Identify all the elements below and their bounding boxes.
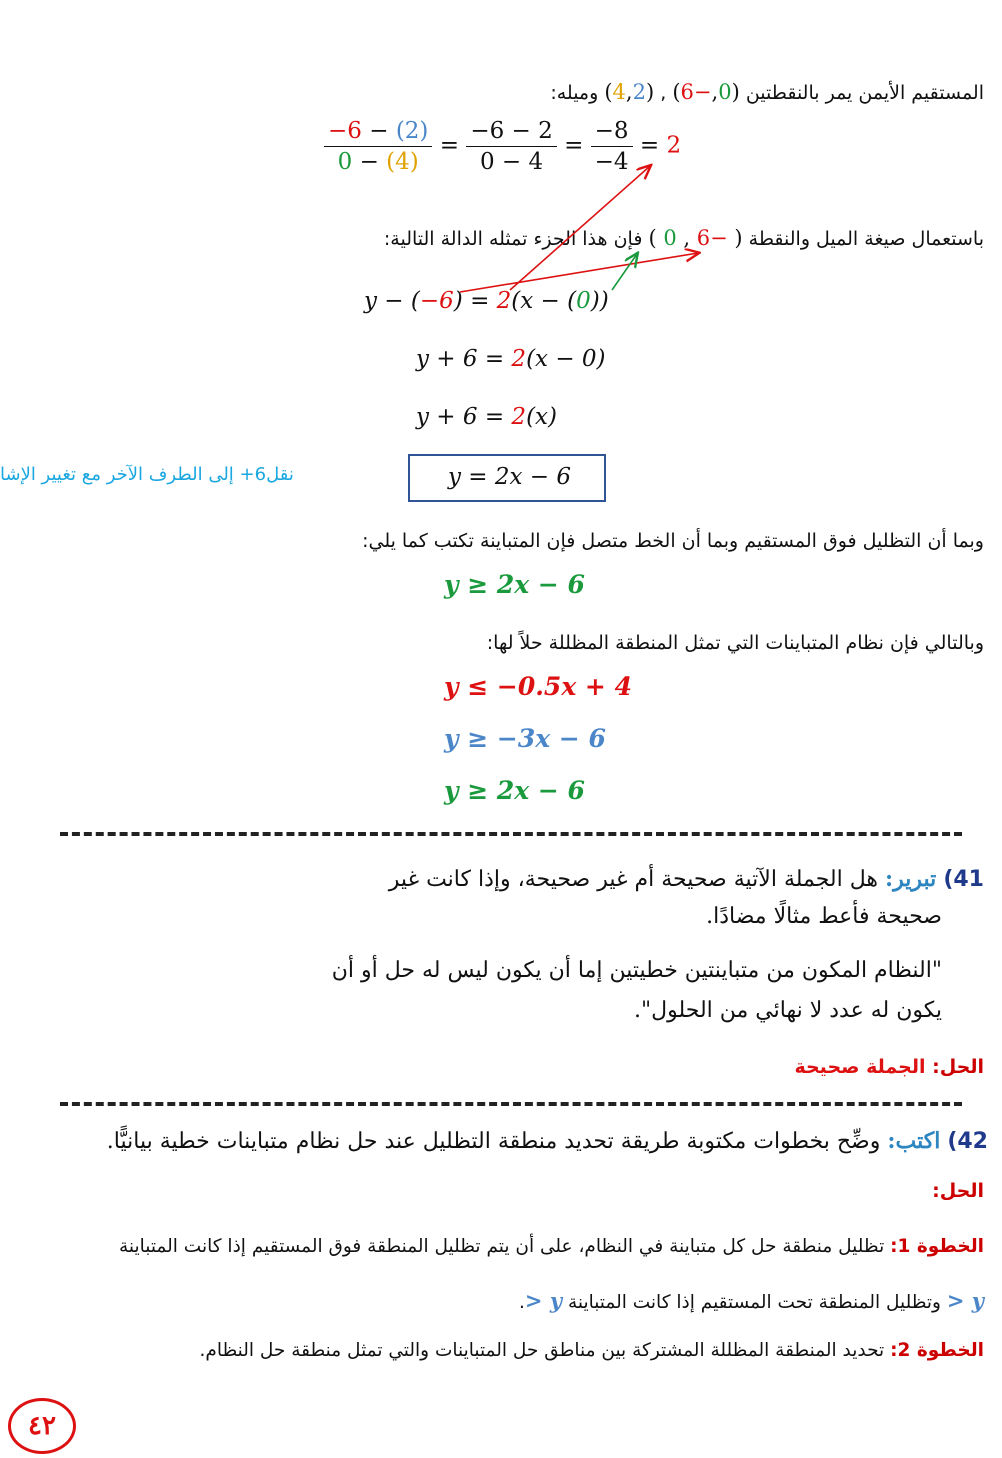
system-inequality-1: y ≤ −0.5x + 4 <box>444 672 632 701</box>
system-inequality-2: y ≥ −3x − 6 <box>444 724 606 753</box>
q41-line-1: 41) تبرير: هل الجملة الآتية صحيحة أم غير صحيحة، وإذا كانت غير <box>388 866 984 892</box>
annotation-arrows <box>0 0 1002 320</box>
q41-quote-2: يكون له عدد لا نهائي من الحلول". <box>634 998 942 1023</box>
equation-3: y + 6 = 2(x) <box>416 404 557 430</box>
system-inequality-3: y ≥ 2x − 6 <box>444 776 585 805</box>
q41-line-2: صحيحة فأعط مثالًا مضادًا. <box>706 904 942 929</box>
divider-2 <box>60 1102 962 1106</box>
divider-1 <box>60 832 962 836</box>
slope-frac-2: $\frac{-6 - 2}{0 - 4}$ <box>466 118 556 175</box>
intro-line: المستقيم الأيمن يمر بالنقطتين (0,−6) , (4,2) وميله: <box>550 80 984 104</box>
side-note: نقل6+ إلى الطرف الآخر مع تغيير الإشا <box>0 464 294 485</box>
shading-explanation: وبما أن التظليل فوق المستقيم وبما أن الخط متصل فإن المتباينة تكتب كما يلي: <box>362 530 984 552</box>
a41: الحل: الجملة صحيحة <box>794 1056 984 1078</box>
point-slope-line: باستعمال صيغة الميل والنقطة ( −6 , 0 ) فإن هذا الجزء تمثله الدالة التالية: <box>383 226 984 250</box>
point-1: (0,−6) <box>672 80 740 104</box>
a42-label: الحل: <box>932 1180 984 1202</box>
q42-line: 42) اكتب: وضِّح بخطوات مكتوبة طريقة تحديد منطقة التظليل عند حل نظام متباينات خطية بيانيًّا. <box>106 1128 988 1154</box>
equation-1: y − (−6) = 2(x − (0)) <box>364 288 609 314</box>
slope-frac-3: $\frac{-8}{-4}$ <box>591 118 633 175</box>
step-1-line-2: y < وتظليل المنطقة تحت المستقيم إذا كانت المتباينة y <. <box>519 1288 984 1313</box>
page-number-seal: ٤٢ <box>8 1398 76 1454</box>
point-used: ( −6 , 0 ) <box>648 226 743 250</box>
step-2: الخطوة 2: تحديد المنطقة المظللة المشتركة بين مناطق حل المتباينات والتي تمثل منطقة حل النظام. <box>199 1340 984 1361</box>
slope-result: 2 <box>666 132 682 159</box>
boxed-equation: y = 2x − 6 <box>408 454 606 502</box>
point-2: (4,2) <box>604 80 655 104</box>
system-intro: وبالتالي فإن نظام المتباينات التي تمثل المنطقة المظللة حلاً لها: <box>486 632 984 654</box>
slope-equation: $\frac{-6 - (2)}{0 - (4)}$ = $\frac{-6 - 2}{0 - 4}$ = $\frac{-8}{-4}$ = 2 <box>324 118 681 175</box>
main-inequality: y ≥ 2x − 6 <box>444 570 585 599</box>
q41-quote-1: "النظام المكون من متباينتين خطيتين إما أن يكون ليس له حل أو أن <box>331 958 942 983</box>
slope-frac-1: $\frac{-6 - (2)}{0 - (4)}$ <box>324 118 432 175</box>
step-1: الخطوة 1: تظليل منطقة حل كل متباينة في النظام، على أن يتم تظليل المنطقة فوق المستقيم إذا كانت المتباينة <box>118 1236 984 1257</box>
equation-2: y + 6 = 2(x − 0) <box>416 346 606 372</box>
